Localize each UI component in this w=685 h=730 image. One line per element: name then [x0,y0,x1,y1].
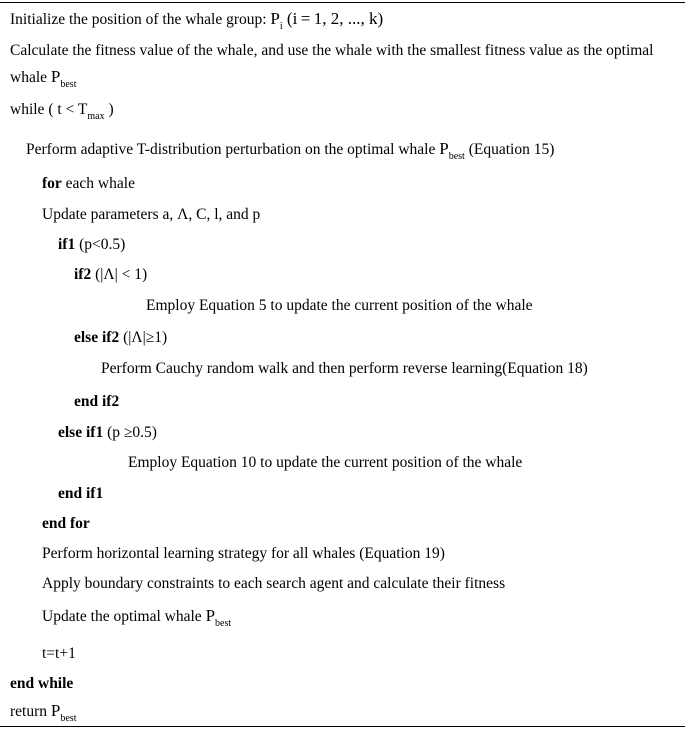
line-else-if1: else if1 (p ≥0.5) [58,424,157,441]
line-employ-equation-5: Employ Equation 5 to update the current position of the whale [146,297,533,314]
line-cauchy-walk: Perform Cauchy random walk and then perform reverse learning(Equation 18) [101,360,588,377]
line-while: while ( $t < T_{max}$ ) [10,101,114,122]
line-if2: if2 (|Λ| < 1) [74,266,148,283]
line-if1: if1 (p<0.5) [58,236,126,253]
line-end-for: end for [42,515,90,532]
line-perturbation: Perform adaptive T-distribution perturbation on the optimal whale $P_{best}$ (Equation 15) [26,139,555,162]
line-for-each-whale: for each whale [42,175,135,192]
line-end-while: end while [10,675,74,692]
line-else-if2: else if2 (|Λ|≥1) [74,329,168,346]
line-employ-equation-10: Employ Equation 10 to update the current position of the whale [128,454,523,471]
top-rule [0,2,685,3]
line-end-if1: end if1 [58,485,104,502]
line-initialize: Initialize the position of the whale group: $P_i$ (i = 1, 2, ..., k) [10,9,384,32]
line-update-optimal-whale: Update the optimal whale $P_{best}$ [42,606,232,629]
line-boundary-constraints: Apply boundary constraints to each search agent and calculate their fitness [42,575,506,592]
line-horizontal-learning: Perform horizontal learning strategy for all whales (Equation 19) [42,545,445,562]
line-end-if2: end if2 [74,393,120,410]
bottom-rule [0,726,685,727]
line-calculate-fitness: Calculate the fitness value of the whale, and use the whale with the smallest fitness value as the optimal whale $P_{best}$ [10,42,654,90]
line-return: return $P_{best}$ [10,701,77,724]
line-increment-t: t=t+1 [42,645,76,662]
line-update-parameters: Update parameters a, Λ, C, l, and p [42,206,261,223]
